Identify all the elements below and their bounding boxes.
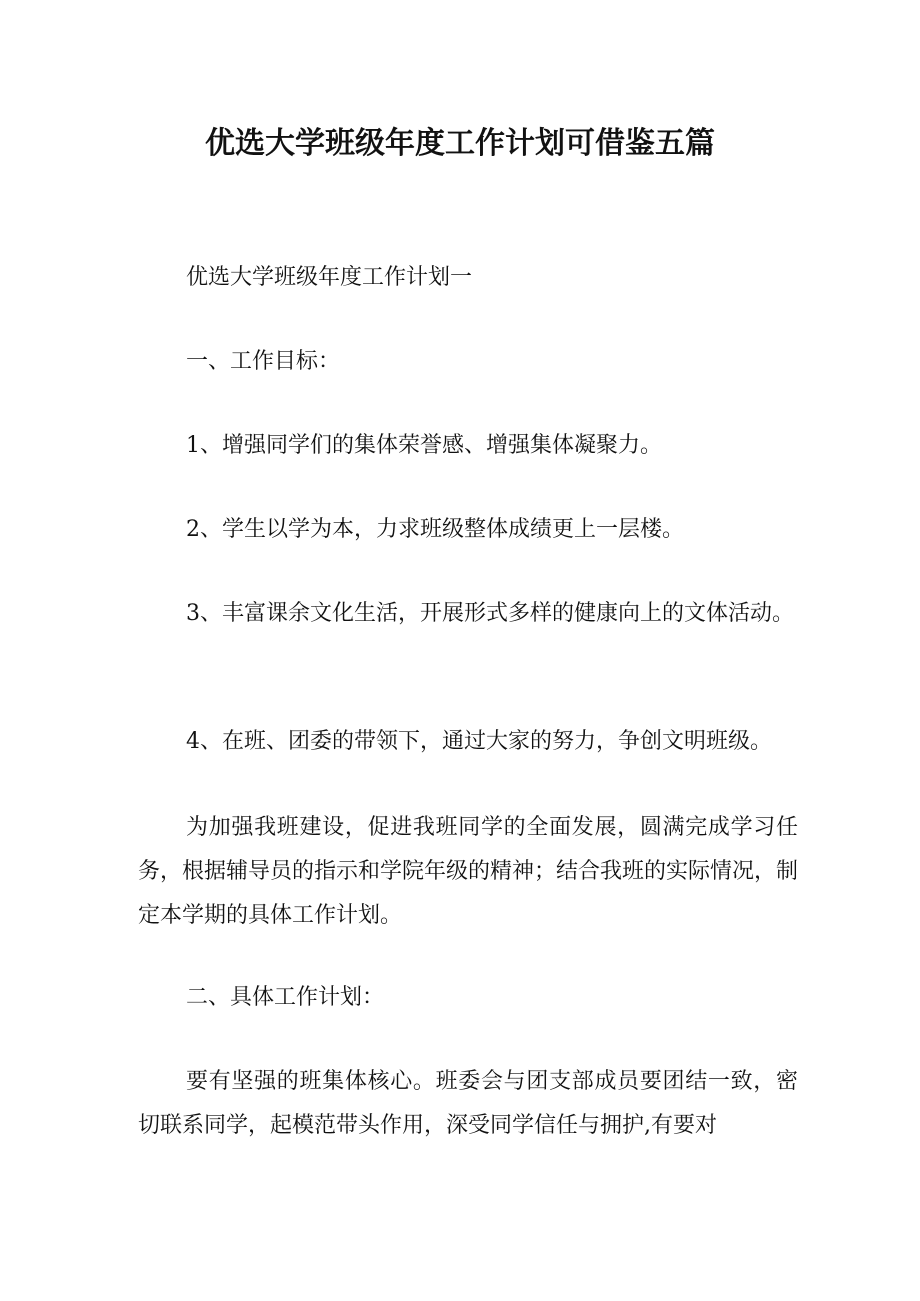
paragraph-plan-heading: 优选大学班级年度工作计划一 xyxy=(186,265,473,290)
paragraph-goal-1: 1、增强同学们的集体荣誉感、增强集体凝聚力。 xyxy=(186,433,662,458)
paragraph-goal-3: 3、丰富课余文化生活，开展形式多样的健康向上的文体活动。 xyxy=(186,601,794,626)
paragraph-section-plan: 二、具体工作计划： xyxy=(186,985,385,1010)
paragraph-goal-2: 2、学生以学为本，力求班级整体成绩更上一层楼。 xyxy=(186,517,684,542)
document-title: 优选大学班级年度工作计划可借鉴五篇 xyxy=(205,126,715,161)
paragraph-goal-4: 4、在班、团委的带领下，通过大家的努力，争创文明班级。 xyxy=(186,729,772,754)
paragraph-intro: 为加强我班建设，促进我班同学的全面发展，圆满完成学习任务，根据辅导员的指示和学院年级的精神；结合我班的实际情况，制定本学期的具体工作计划。 xyxy=(138,815,799,928)
paragraph-plan-detail: 要有坚强的班集体核心。班委会与团支部成员要团结一致，密切联系同学，起模范带头作用，深受同学信任与拥护,有要对 xyxy=(138,1069,798,1138)
paragraph-section-goals: 一、工作目标： xyxy=(186,349,341,374)
